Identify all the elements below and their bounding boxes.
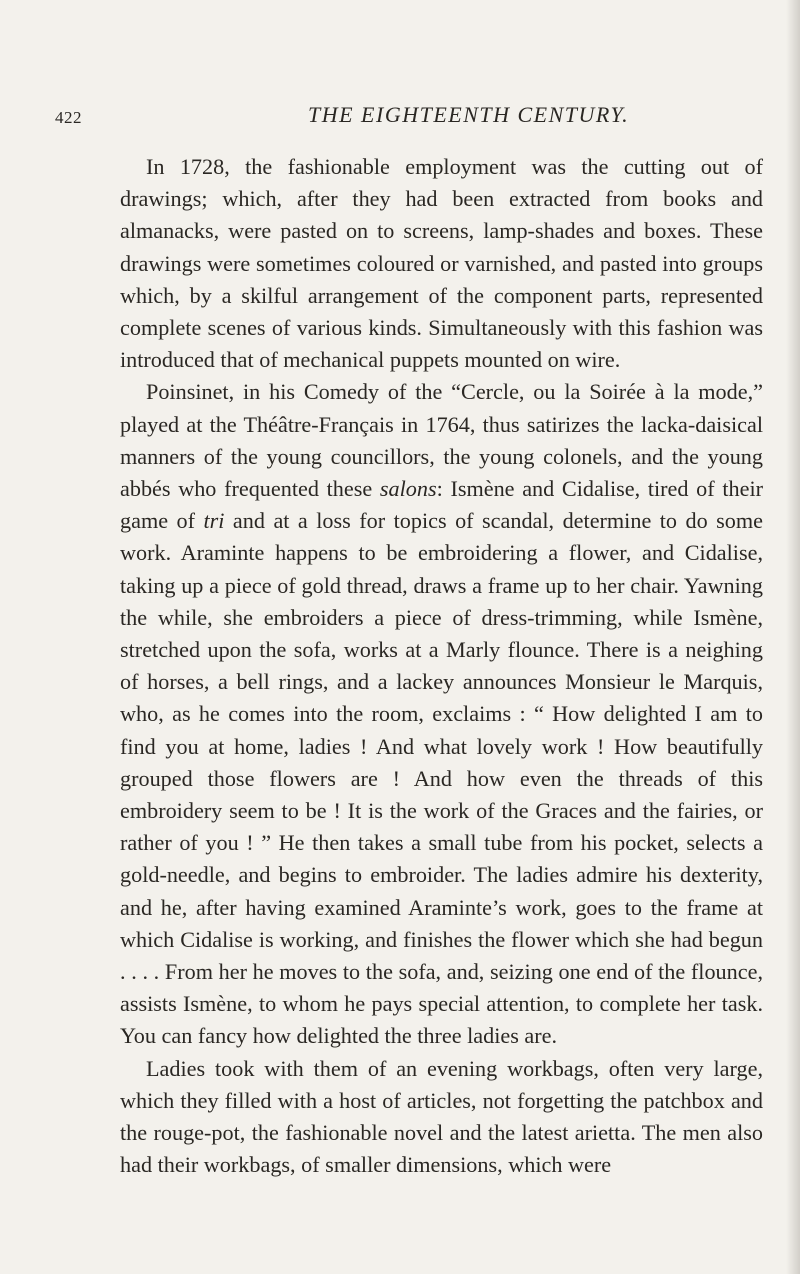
paragraph-2: [120, 376, 763, 1052]
running-head: THE EIGHTEENTH CENTURY.: [308, 102, 630, 127]
page-number: 422: [55, 108, 82, 127]
paragraph-text: : Ismène and Cidalise, tired of their game of: [120, 476, 763, 534]
page-edge-shadow: [786, 0, 800, 1274]
paragraph-text: In 1728, the fashionable employment was the cutting out of drawings; which, after they had been extracted from books and almanacks, were pasted on to screens, lamp-shades and boxes. These drawings were sometimes coloured or varnished, and pasted into groups which, by a skilful arrangement of the component parts, represented complete scenes of various kinds. Simultaneously with this fashion was introduced that of mechanical puppets mounted on wire.: [120, 154, 763, 373]
body-text: [120, 151, 763, 1182]
page-header: [0, 100, 800, 130]
paragraph-3: [120, 1053, 763, 1182]
italic-term-salons: salons: [379, 476, 437, 502]
paragraph-1: [120, 151, 763, 376]
paragraph-text: Poinsinet, in his Comedy of the “Cercle, ou la Soirée à la mode,” played at the Théâtre-Français in 1764, thus satirizes the lacka-daisical manners of the young councillors, the young colonels, and the young abbés who frequented these: [120, 379, 763, 502]
paragraph-text: and at a loss for topics of scandal, determine to do some work. Araminte happens to be embroidering a flower, and Cidalise, taking up a piece of gold thread, draws a frame up to her chair. Yawning the while, she embroiders a piece of dress-trimming, while Ismène, stretched upon the sofa, works at a Marly flounce. There is a neighing of horses, a bell rings, and a lackey announces Monsieur le Marquis, who, as he comes into the room, exclaims : “ How delighted I am to find you at home, ladies ! And what lovely work ! How beautifully grouped those flowers are ! And how even the threads of this embroidery seem to be ! It is the work of the Graces and the fairies, or rather of you ! ” He then takes a small tube from his pocket, selects a gold-needle, and begins to embroider. The ladies admire his dexterity, and he, after having examined Araminte’s work, goes to the frame at which Cidalise is working, and finishes the flower which she had begun . . . . From her he moves to the sofa, and, seizing one end of the flounce, assists Ismène, to whom he pays special attention, to complete her task. You can fancy how delighted the three ladies are.: [120, 508, 763, 1049]
italic-term-tri: tri: [203, 508, 225, 534]
paragraph-text: Ladies took with them of an evening workbags, often very large, which they filled with a host of articles, not forgetting the patchbox and the rouge-pot, the fashionable novel and the latest arietta. The men also had their workbags, of smaller dimensions, which were: [120, 1055, 763, 1178]
